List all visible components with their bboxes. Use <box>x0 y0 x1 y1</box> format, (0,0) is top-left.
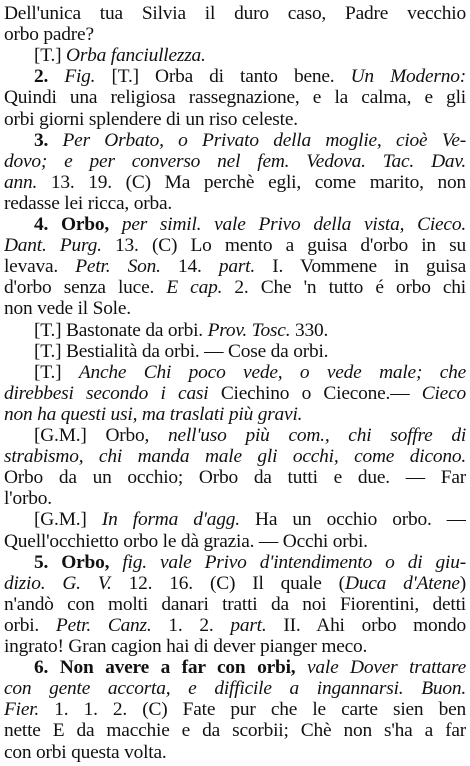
text-run: levava. <box>4 256 76 278</box>
italic-text: vale Dover trattare <box>306 657 466 679</box>
text-run: Quindi una religiosa rassegnazione, e la calma, e gli <box>4 87 466 109</box>
text-run: orbi giorni splendere di un riso celeste. <box>4 108 298 130</box>
italic-text: per simil. vale Privo della vista, Cieco. <box>121 214 466 235</box>
text-run: [T.] <box>34 361 79 383</box>
italic-text: Cieco <box>421 382 466 404</box>
italic-text: part. <box>230 614 267 636</box>
italic-text: part. <box>218 256 256 278</box>
italic-text: Fier. <box>4 699 40 721</box>
text-run: Dell'unica tua Silvia il duro caso, Padre vecchio <box>4 3 466 24</box>
italic-text: ann. <box>4 171 38 193</box>
text-run: l'orbo. <box>4 488 52 510</box>
italic-text: non ha questi usi, ma traslati più gravi. <box>4 403 303 425</box>
text-run: I. Vommene in guisa <box>255 256 466 278</box>
text-run: non vede il Sole. <box>4 298 131 320</box>
bold-text: 4. Orbo, <box>34 214 122 235</box>
italic-text: strabismo, chi manda male gli occhi, come dicono. <box>4 446 466 468</box>
text-run: 1. 1. 2. (C) Fate pur che le carte sien ben <box>39 699 466 721</box>
italic-text: E cap. <box>166 277 223 299</box>
text-run: Ciechino o Ciecone.— <box>208 382 422 404</box>
italic-text: Duca d'Atene <box>344 572 460 594</box>
text-run: d'orbo senza luce. <box>4 277 167 299</box>
text-run: 13. 19. (C) Ma perchè egli, come marito, non <box>37 171 466 193</box>
italic-text: Un Moderno: <box>350 66 466 88</box>
text-run: 12. 16. (C) Il quale ( <box>111 572 345 594</box>
text-run: Ha un occhio orbo. — <box>239 509 466 531</box>
italic-text: In forma d'agg. <box>101 509 240 531</box>
text-run: 14. <box>160 256 219 278</box>
text-run: nette E da macchie e da scorbii; Chè non s'ha a far <box>4 720 466 742</box>
italic-text: Prov. Tosc. <box>207 319 291 341</box>
text-run: [T.] <box>34 45 67 67</box>
italic-text: Petr. Son. <box>75 256 161 278</box>
text-run: n'andò con molti danari tratti da noi Fiorentini, detti <box>4 593 466 615</box>
text-run: 1. 2. <box>151 614 231 636</box>
text-run: Quell'occhietto orbo le dà grazia. — Occhi orbi. <box>4 530 368 552</box>
text-run: orbi. <box>4 614 56 636</box>
text-run: ) <box>459 572 466 594</box>
italic-text: Orba fanciullezza. <box>66 45 206 67</box>
text-run: [T.] Orba di tanto bene. <box>95 66 351 88</box>
italic-text: direbbesi secondo i casi <box>4 382 209 404</box>
text-run: [T.] Bestialità da orbi. — Cose da orbi. <box>34 340 329 362</box>
text-run: orbo padre? <box>4 24 94 46</box>
text-run: [G.M.] <box>34 509 102 531</box>
italic-text: Dant. Purg. <box>4 235 102 257</box>
text-run: [G.M.] Orbo, <box>34 425 169 446</box>
bold-text: 2. <box>34 66 65 88</box>
italic-text: con gente accorta, e difficile a ingannarsi. Buon. <box>4 678 466 700</box>
italic-text: Anche Chi poco vede, o vede male; che <box>78 361 466 383</box>
italic-text: Fig. <box>64 66 96 88</box>
text-run: 13. (C) Lo mento a guisa d'orbo in su <box>101 235 466 257</box>
text-run: [T.] Bastonate da orbi. <box>34 319 208 341</box>
bold-text: 5. Orbo, <box>34 551 123 573</box>
bold-text: 6. Non avere a far con orbi, <box>34 657 307 679</box>
text-line <box>4 740 466 765</box>
italic-text: fig. vale Privo d'intendimento o di giu- <box>122 551 466 573</box>
text-run: 330. <box>290 319 329 341</box>
italic-text: nell'uso più com., chi soffre di <box>168 425 466 446</box>
bold-text: 3. <box>34 129 63 151</box>
text-run: II. Ahi orbo mondo <box>266 614 466 636</box>
text-run: redasse lei ricca, orba. <box>4 192 173 214</box>
text-run: 2. Che 'n tutto é orbo chi <box>222 277 466 299</box>
italic-text: dovo; e per converso nel fem. Vedova. Tac. Dav. <box>4 150 466 172</box>
text-run: ingrato! Gran cagion hai di dever pianger meco. <box>4 636 368 657</box>
italic-text: Per Orbato, o Privato della moglie, cioè Ve- <box>62 129 466 151</box>
italic-text: Petr. Canz. <box>55 614 152 636</box>
italic-text: dizio. G. V. <box>4 572 112 594</box>
text-run: con orbi questa volta. <box>4 741 167 763</box>
text-run: Orbo da un occhio; Orbo da tutti e due. — Far <box>4 467 466 489</box>
